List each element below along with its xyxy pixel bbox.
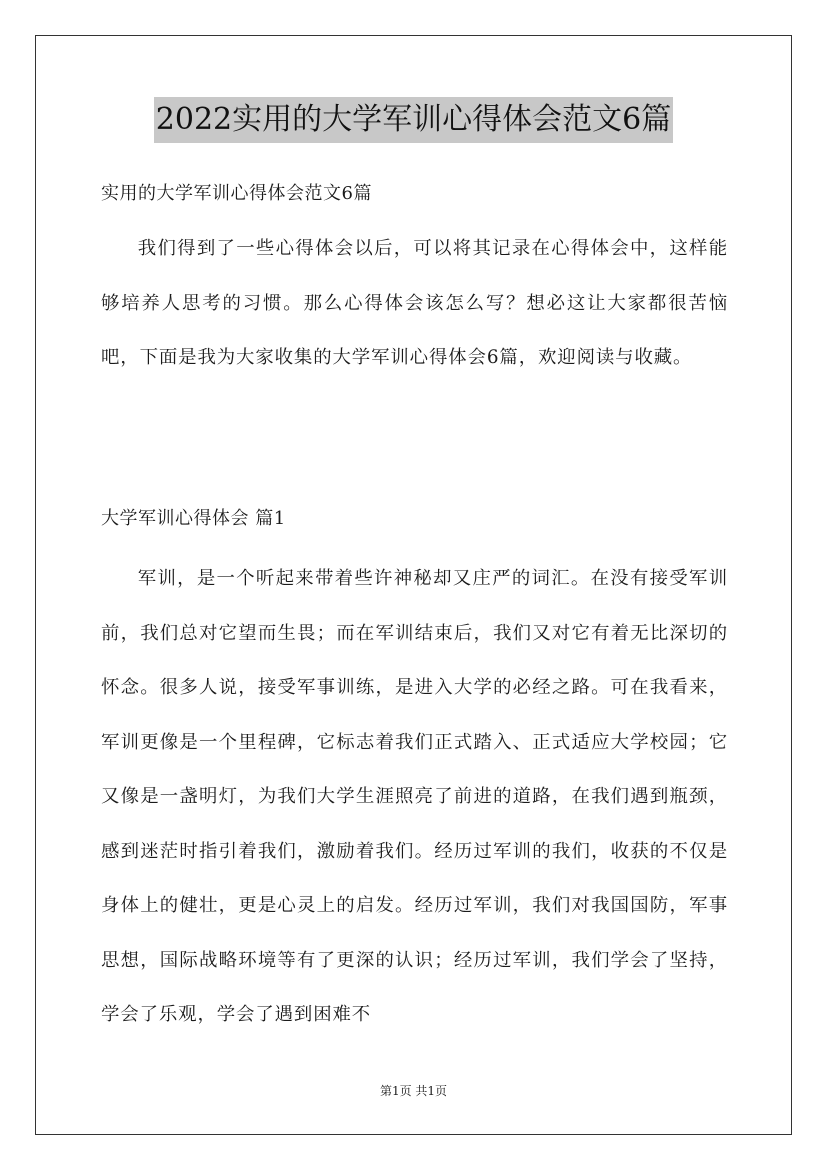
title-container <box>0 97 827 143</box>
intro-paragraph: 我们得到了一些心得体会以后，可以将其记录在心得体会中，这样能够培养人思考的习惯。那么心得体会该怎么写？想必这让大家都很苦恼吧，下面是我为大家收集的大学军训心得体会6篇，欢迎阅读与收藏。 <box>101 238 728 368</box>
document-title: 2022实用的大学军训心得体会范文6篇 <box>154 97 673 143</box>
body-paragraph: 军训，是一个听起来带着些许神秘却又庄严的词汇。在没有接受军训前，我们总对它望而生畏；而在军训结束后，我们又对它有着无比深切的怀念。很多人说，接受军事训练，是进入大学的必经之路。可在我看来，军训更像是一个里程碑，它标志着我们正式踏入、正式适应大学校园；它又像是一盏明灯，为我们大学生涯照亮了前进的道路，在我们遇到瓶颈，感到迷茫时指引着我们，激励着我们。经历过军训的我们，收获的不仅是身体上的健壮，更是心灵上的启发。经历过军训，我们对我国国防，军事思想，国际战略环境等有了更深的认识；经历过军训，我们学会了坚持，学会了乐观，学会了遇到困难不 <box>101 568 728 1025</box>
page-footer: 第1页 共1页 <box>379 1084 448 1098</box>
section-heading: 大学军训心得体会 篇1 <box>101 508 286 529</box>
document-subtitle: 实用的大学军训心得体会范文6篇 <box>101 183 372 204</box>
